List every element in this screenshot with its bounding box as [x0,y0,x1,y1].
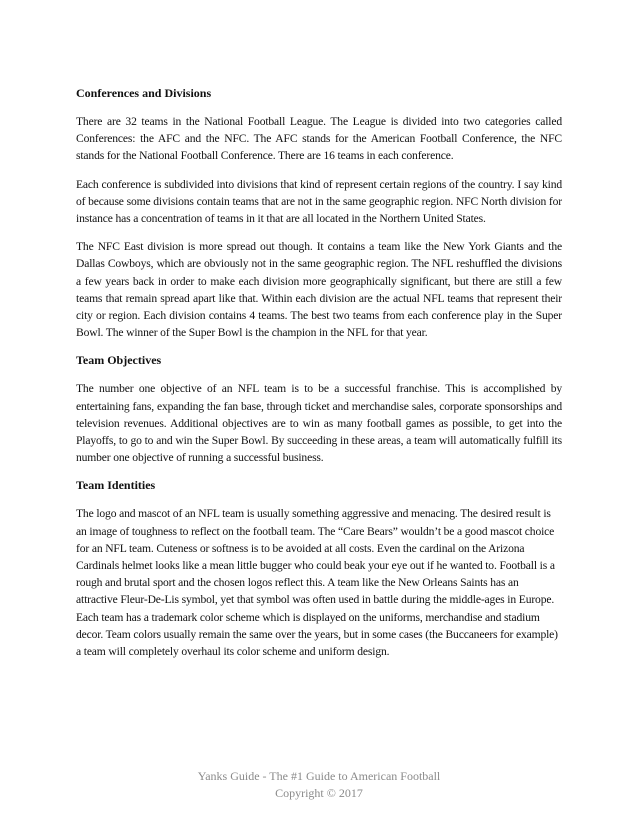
page-footer [0,768,638,802]
section-heading-team-objectives: Team Objectives [76,353,162,368]
footer-title: Yanks Guide - The #1 Guide to American Football [197,769,441,783]
paragraph: The number one objective of an NFL team is to be a successful franchise. This is accomplished by entertaining fans, expanding the fan base, through ticket and merchandise sales, corporate sponsorships and television revenues. Additional objectives are to win as many football games as possible, to get into the Playoffs, to go to and win the Super Bowl. By succeeding in these areas, a team will automatically fulfill its number one objective of running a successful business. [76,382,562,465]
paragraph: The logo and mascot of an NFL team is usually something aggressive and menacing. The desired result is an image of toughness to reflect on the football team. The “Care Bears” wouldn’t be a good mascot choice for an NFL team. Cuteness or softness is to be avoided at all costs. Even the cardinal on the Arizona Cardinals helmet looks like a mean little bugger who could beak your eye out if he wanted to. Football is a rough and brutal sport and the chosen logos reflect this. A team like the New Orleans Saints has an attractive Fleur-De-Lis symbol, yet that symbol was often used in battle during the middle-ages in Europe. Each team has a trademark color scheme which is displayed on the uniforms, merchandise and stadium decor. Team colors usually remain the same over the years, but in some cases (the Buccaneers for example) a team will completely overhaul its color scheme and uniform design. [76,507,558,659]
section-heading-conferences: Conferences and Divisions [76,86,212,100]
footer-copyright: Copyright © 2017 [275,786,363,800]
paragraph: Each conference is subdivided into divisions that kind of represent certain regions of the country. I say kind of because some divisions contain teams that are not in the same geographic region. NFC North division for instance has a concentration of teams in it that are all located in the Northern United States. [76,177,562,226]
section-heading-team-identities: Team Identities [76,478,156,493]
document-body [76,85,562,671]
paragraph: There are 32 teams in the National Football League. The League is divided into two categories called Conferences: the AFC and the NFC. The AFC stands for the American Football Conference, the NFC stands for the National Football Conference. There are 16 teams in each conference. [76,115,562,163]
paragraph: The NFC East division is more spread out though. It contains a team like the New York Giants and the Dallas Cowboys, which are obviously not in the same geographic region. The NFL reshuffled the divisions a few years back in order to make each division more geographically significant, but there are still a few teams that remain spread apart like that. Within each division are the actual NFL teams that represent their city or region. Each division contains 4 teams. The best two teams from each conference play in the Super Bowl. The winner of the Super Bowl is the champion in the NFL for that year. [76,240,562,340]
